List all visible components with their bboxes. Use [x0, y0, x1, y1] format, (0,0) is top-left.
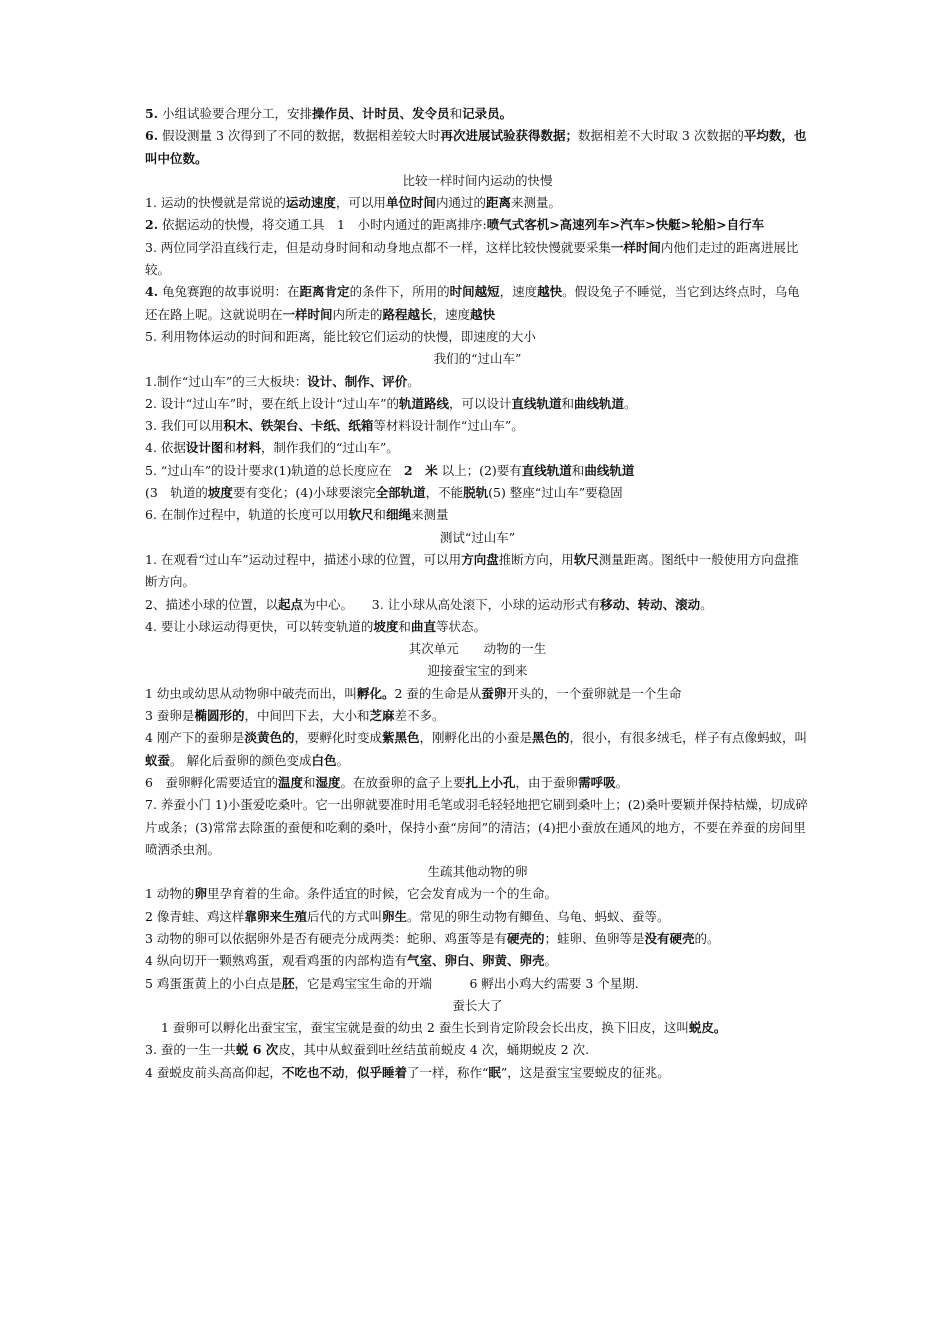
- text-run: 的。: [694, 930, 720, 946]
- bold-text: 软尺: [348, 507, 374, 523]
- text-run: ，制作我们的“过山车”。: [260, 440, 399, 456]
- text-run: 。: [700, 596, 713, 612]
- text-line: [145, 415, 810, 437]
- bold-text: 不吃也不动: [281, 1064, 345, 1080]
- text-run: 3. 蚕的一生一共: [145, 1042, 236, 1058]
- bold-text: 蚁蚕: [145, 752, 171, 768]
- text-run: 7. 养蚕小门 1)小蛋爱吃桑叶。它一出卵就要准时用毛笔或羽毛轻轻地把它刷到桑叶上；(2)桑叶要颖并保持枯燥，切成碎片或条；(3)常常去除蛋的蚕便和吃剩的桑叶，保持小蚕“房间”的清洁；(4)把小蚕放在通风的地方，不要在养蚕的房间里喷洒杀虫剂。: [145, 797, 808, 857]
- text-line: [145, 326, 810, 348]
- bold-text: 起点: [277, 596, 303, 612]
- bold-text: 似乎睡着: [356, 1064, 407, 1080]
- text-run: 等材料设计制作“过山车”。: [373, 418, 524, 434]
- section-heading: [145, 348, 810, 370]
- bold-text: 材料: [235, 440, 261, 456]
- text-line: [145, 616, 810, 638]
- text-line: [145, 103, 810, 125]
- text-run: ，刚孵化出的小蚕是: [419, 730, 532, 746]
- bold-text: 全部轨道: [375, 485, 426, 501]
- text-run: (5) 整座“过山车”要稳固: [488, 485, 623, 501]
- text-run: 2 蚕的生命是从: [394, 685, 482, 701]
- text-run: 5 鸡蛋蛋黄上的小白点是: [145, 975, 282, 991]
- text-run: 5. “过山车”的设计要求(1)轨道的总长度应在: [145, 462, 404, 478]
- text-line: [145, 549, 810, 594]
- text-run: 4 蚕蜕皮前头高高仰起，: [145, 1064, 282, 1080]
- text-line: [145, 594, 810, 616]
- bold-text: 扎上小孔: [465, 774, 516, 790]
- text-run: ，: [344, 1064, 357, 1080]
- text-run: 和: [449, 106, 463, 121]
- text-run: 和: [302, 774, 316, 790]
- bold-text: 越快: [470, 306, 496, 322]
- bold-text: 孵化。: [356, 685, 395, 701]
- bold-text: 2 米: [403, 462, 438, 478]
- text-run: 了一样，称作“: [406, 1064, 489, 1080]
- text-run: 5. 利用物体运动的时间和距离，能比较它们运动的快慢，即速度的大小: [145, 328, 536, 344]
- text-run: 来测量: [410, 507, 449, 523]
- text-run: 和: [398, 618, 411, 634]
- text-run: 。 解化后蚕卵的颜色变成: [170, 752, 312, 768]
- bold-text: 蜕 6 次: [235, 1042, 279, 1058]
- bold-text: 淡黄色的: [244, 730, 295, 746]
- bold-text: 操作员、计时员、发令员: [312, 106, 450, 121]
- text-run: 蚕长大了: [452, 997, 503, 1013]
- text-run: 1. 在观看“过山车”运动过程中，描述小球的位置，可以用: [145, 551, 462, 567]
- text-run: 差不多。: [394, 708, 445, 724]
- text-run: 1. 运动的快慢就是常说的: [145, 195, 286, 211]
- text-run: 6. 在制作过程中，轨道的长度可以用: [145, 507, 349, 523]
- bold-text: 曲直: [410, 618, 436, 634]
- text-run: ，可以设计: [448, 395, 512, 411]
- text-line: [145, 437, 810, 459]
- text-line: [145, 192, 810, 214]
- text-run: ，要孵化时变成: [294, 730, 382, 746]
- text-run: 6 蚕卵孵化需要适宜的: [145, 774, 278, 790]
- bold-text: 湿度: [315, 774, 341, 790]
- text-line: [145, 683, 810, 705]
- text-run: 我们的“过山车”: [433, 351, 522, 367]
- bold-text: 温度: [277, 774, 303, 790]
- text-run: 1 蚕卵可以孵化出蚕宝宝，蚕宝宝就是蚕的幼虫 2 蚕生长到肯定阶段会长出皮，换下旧皮，这叫: [161, 1020, 689, 1036]
- bold-text: 需呼吸: [578, 774, 616, 790]
- bold-text: 平均数，也叫中位数。: [145, 128, 807, 166]
- text-run: ，很小，有很多绒毛，样子有点像蚂蚁，叫: [569, 730, 808, 746]
- text-line: [145, 705, 810, 727]
- text-run: 。: [615, 774, 629, 790]
- text-run: 依据运动的快慢，将交通工具 1 小时内通过的距离排序:: [158, 217, 487, 233]
- text-run: 4. 依据: [145, 440, 186, 456]
- bold-text: 设计、制作、评价: [307, 373, 408, 389]
- section-heading: [145, 995, 810, 1017]
- text-run: 生疏其他动物的卵: [427, 864, 528, 880]
- text-run: 3 蚕卵是: [145, 708, 195, 724]
- bold-text: 距离: [485, 195, 511, 211]
- bold-text: 紫黑色: [381, 730, 420, 746]
- text-run: 3 动物的卵可以依据卵外是否有硬壳分成两类：蛇卵、鸡蛋等是有: [145, 930, 507, 946]
- text-run: 后代的方式叫: [306, 908, 382, 924]
- text-run: 等状态。: [435, 618, 486, 634]
- text-line: [145, 727, 810, 772]
- text-run: 比较一样时间内运动的快慢: [402, 172, 553, 188]
- bold-text: 记录员。: [462, 106, 513, 121]
- bold-text: 椭圆形的: [194, 708, 245, 724]
- text-run: 1.制作“过山车”的三大板块：: [145, 373, 308, 389]
- bold-text: 喷气式客机>高速列车>汽车>快艇>轮船>自行车: [486, 217, 765, 233]
- bold-text: 靠卵来生殖: [244, 908, 307, 924]
- bold-text: 曲线轨道: [584, 462, 635, 478]
- bold-text: 眠: [488, 1064, 501, 1080]
- text-run: 。在放蚕卵的盒子上要: [340, 774, 466, 790]
- bold-text: 芝麻: [369, 708, 395, 724]
- text-run: 皮，其中从蚁蚕到吐丝结茧前蜕皮 4 次，蛹期蜕皮 2 次.: [278, 1042, 590, 1058]
- text-run: 迎接蚕宝宝的到来: [427, 663, 528, 679]
- text-run: 内他们走过的距离进展比较。: [145, 239, 799, 278]
- text-run: 以上；(2)要有: [437, 462, 522, 478]
- text-line: [145, 237, 810, 282]
- text-run: ，可以用: [335, 195, 386, 211]
- text-run: 4 刚产下的蚕卵是: [145, 730, 245, 746]
- text-run: ，中间凹下去，大小和: [244, 708, 370, 724]
- text-run: 4. 要让小球运动得更快，可以转变轨道的: [145, 618, 374, 634]
- text-line: [145, 125, 810, 170]
- text-line: [145, 1062, 810, 1084]
- bold-text: 气室、卵白、卵黄、卵壳: [406, 953, 545, 969]
- text-run: 和: [223, 440, 236, 456]
- text-line: [145, 973, 810, 995]
- bold-text: 直线轨道: [511, 395, 562, 411]
- bold-text: 脱轨: [463, 485, 489, 501]
- text-run: 2 像青蛙、鸡这样: [145, 908, 245, 924]
- text-run: 。: [336, 752, 350, 768]
- text-run: 开头的，一个蚕卵就是一个生命: [506, 685, 682, 701]
- bold-text: 蚕卵: [481, 685, 507, 701]
- text-run: 推断方向，用: [498, 551, 574, 567]
- text-line: [145, 906, 810, 928]
- bold-text: 坡度: [207, 485, 233, 501]
- bold-text: 细绳: [385, 507, 411, 523]
- text-run: 龟兔赛跑的故事说明：在: [158, 284, 300, 300]
- section-heading: [145, 527, 810, 549]
- text-run: 。常见的卵生动物有鲫鱼、乌龟、蚂蚁、蚕等。: [406, 908, 670, 924]
- text-run: 1 幼虫或幼思从动物卵中破壳而出，叫: [145, 685, 357, 701]
- text-run: 要有变化；(4)小球要滚完: [232, 485, 376, 501]
- text-run: 假设测量 3 次得到了不同的数据，数据相差较大时: [158, 128, 441, 144]
- bold-text: 2.: [145, 217, 159, 233]
- text-line: [145, 794, 810, 861]
- text-line: [145, 883, 810, 905]
- text-line: [145, 460, 810, 482]
- bold-text: 移动、转动、滚动: [600, 596, 701, 612]
- bold-text: 软尺: [573, 551, 599, 567]
- text-run: 2. 设计“过山车”时，要在纸上设计“过山车”的: [145, 395, 399, 411]
- section-heading: [145, 660, 810, 682]
- bold-text: 积木、铁架台、卡纸、纸箱: [223, 418, 374, 434]
- bold-text: 黑色的: [532, 730, 570, 746]
- bold-text: 路程越长: [382, 306, 433, 322]
- bold-text: 曲线轨道: [574, 395, 625, 411]
- text-run: 来测量。: [510, 195, 561, 211]
- text-line: [145, 393, 810, 415]
- bold-text: 再次进展试验获得数据；: [440, 128, 578, 144]
- text-run: 数据相差不大时取 3 次数据的: [577, 128, 744, 144]
- text-run: ，它是鸡宝宝生命的开端 6 孵出小鸡大约需要 3 个星期.: [294, 975, 639, 991]
- text-line: [145, 950, 810, 972]
- section-heading: [145, 170, 810, 192]
- text-run: 的条件下，所用的: [349, 284, 450, 300]
- bold-text: 一样时间: [282, 306, 333, 322]
- text-line: [145, 504, 810, 526]
- bold-text: 白色: [311, 752, 337, 768]
- text-run: 3. 两位同学沿直线行走，但是动身时间和动身地点都不一样，这样比较快慢就要采集: [145, 239, 611, 255]
- bold-text: 设计图: [185, 440, 224, 456]
- text-run: ”，这是蚕宝宝要蜕皮的征兆。: [500, 1064, 670, 1080]
- text-run: 小组试验要合理分工，安排: [158, 106, 313, 121]
- bold-text: 4.: [145, 284, 159, 300]
- text-run: 。: [624, 395, 637, 411]
- text-run: 3. 我们可以用: [145, 418, 224, 434]
- text-run: ；蛙卵、鱼卵等是: [544, 930, 645, 946]
- text-run: 。假设兔子不睡觉，当它到达终点时，乌龟还在路上呢。这就说明在: [145, 284, 800, 322]
- bold-text: 运动速度: [285, 195, 336, 211]
- bold-text: 坡度: [373, 618, 399, 634]
- text-line: [145, 1039, 810, 1061]
- text-run: 和: [373, 507, 386, 523]
- text-run: 4 纵向切开一颗熟鸡蛋，观看鸡蛋的内部构造有: [145, 953, 407, 969]
- bold-text: 越快: [537, 284, 563, 300]
- bold-text: 6.: [145, 128, 159, 144]
- text-run: ，速度: [499, 284, 538, 300]
- bold-text: 直线轨道: [521, 462, 572, 478]
- text-run: 内所走的: [332, 306, 383, 322]
- bold-text: 方向盘: [461, 551, 499, 567]
- bold-text: 轨道路线: [398, 395, 449, 411]
- text-run: 测量距离。图纸中一般使用方向盘推断方向。: [145, 551, 799, 590]
- text-run: 。: [544, 953, 557, 969]
- bold-text: 卵: [194, 886, 207, 902]
- bold-text: 胚: [281, 975, 295, 991]
- bold-text: 蜕皮。: [688, 1020, 727, 1036]
- text-line: [145, 371, 810, 393]
- text-run: (3 轨道的: [145, 485, 208, 501]
- text-line: [145, 281, 810, 326]
- text-run: 和: [571, 462, 585, 478]
- text-line: [145, 214, 810, 236]
- text-run: 2、描述小球的位置，以: [145, 596, 278, 612]
- text-run: ，由于蚕卵: [515, 774, 579, 790]
- text-line: [145, 928, 810, 950]
- section-heading: [145, 861, 810, 883]
- bold-text: 硬壳的: [506, 930, 545, 946]
- text-run: 。: [407, 373, 420, 389]
- text-run: 测试“过山车”: [439, 529, 516, 545]
- bold-text: 没有硬壳: [644, 930, 695, 946]
- text-line: [145, 482, 810, 504]
- bold-text: 一样时间: [610, 239, 661, 255]
- bold-text: 时间越短: [449, 284, 500, 300]
- text-line: [145, 772, 810, 794]
- text-run: 其次单元 动物的一生: [408, 641, 547, 657]
- text-run: 内通过的: [435, 195, 486, 211]
- section-heading: [145, 638, 810, 660]
- bold-text: 5.: [145, 106, 159, 121]
- text-run: 为中心。 3. 让小球从高处滚下，小球的运动形式有: [302, 596, 601, 612]
- text-line: [145, 1017, 810, 1039]
- text-run: 1 动物的: [145, 886, 195, 902]
- text-run: ，速度: [432, 306, 471, 322]
- document-body: [145, 103, 810, 1084]
- bold-text: 卵生: [381, 908, 407, 924]
- bold-text: 单位时间: [385, 195, 436, 211]
- bold-text: 距离肯定: [299, 284, 350, 300]
- text-run: 和: [561, 395, 575, 411]
- text-run: ，不能: [425, 485, 464, 501]
- text-run: 里孕育着的生命。条件适宜的时候，它会发育成为一个的生命。: [206, 886, 557, 902]
